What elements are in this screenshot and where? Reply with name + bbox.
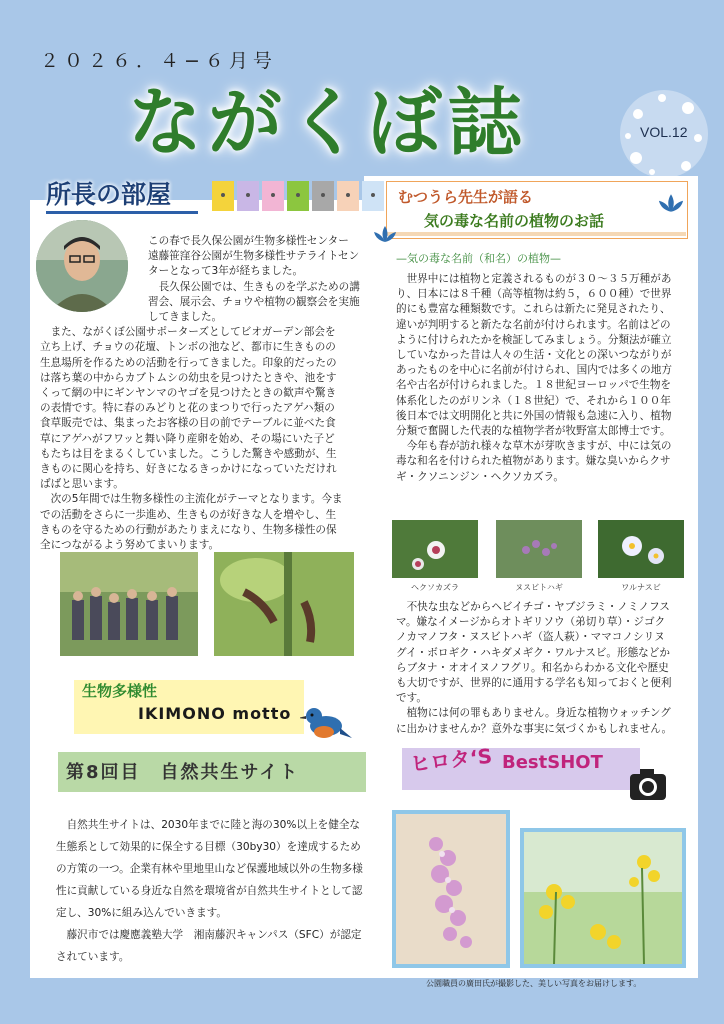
director-heading: 所長の部屋 [46, 175, 171, 211]
bestshot-photo-rapeseed [520, 828, 686, 968]
issue-date: ２０２６．４−６月号 [40, 50, 277, 72]
plant-photo-nusubitohagi [496, 520, 582, 578]
bestshot-label: BestSHOT [502, 752, 603, 773]
teacher-title-underline [386, 232, 686, 236]
plant-caption: ヘクソカズラ [411, 583, 459, 592]
plant-photo-warunasubi [598, 520, 684, 578]
photo-group-activity [60, 552, 198, 656]
lotus-icon [656, 192, 686, 214]
bestshot-photo-wisteria [392, 810, 510, 968]
teacher-subheading: —気の毒な名前（和名）の植物— [396, 252, 561, 265]
plant-photo-hekusokazura [392, 520, 478, 578]
site-body: 自然共生サイトは、2030年までに陸と海の30%以上を健全な 生態系として効果的に保全する目標（30by30）を達成するため の方策の一つ。企業有林や里地里山など保護地域以外の生物多様 性に貢献している身近な自然を環境省が自然共生サイトとして認 定し、30%に組み込んでいきます。 藤沢市では慶應義塾大学 湘南藤沢キャンパス（SFC）が認定 されています。 [56, 819, 363, 963]
teacher-subtitle: 気の毒な名前の植物のお話 [424, 212, 605, 230]
kingfisher-icon [300, 702, 352, 750]
biodiversity-subtitle: IKIMONO motto [138, 704, 292, 723]
volume-number: VOL.12 [640, 124, 688, 140]
camera-icon [628, 766, 668, 802]
bestshot-name: ヒロタ‘S [409, 743, 494, 777]
teacher-heading: むつうら先生が語る [398, 188, 534, 206]
plant-caption: ヌスビトハギ [515, 583, 563, 592]
newsletter-title: ながくぼ誌 [128, 80, 528, 166]
teacher-paragraph-2: 不快な虫などからヘビイチゴ・ヤブジラミ・ノミノフス マ。嫌なイメージからオトギリソウ（弟切り草）・ジゴク ノカマノフタ・ヌスビトハギ（盗人萩）・ママコノシリヌ グイ・ボロギク・ハキダメギク・ワルナスビ。形態などか らブタナ・オオイヌノフグリ。和名からわかる文化や歴史 も大切ですが、世界的に通用する学名も知っておくと便利 です。 植物には何の罪もありません。身近な植物ウォッチング に出かけませんか？意外な事実に気づくかもしれません。 [396, 601, 673, 735]
teacher-paragraph: 世界中には植物と定義されるものが３０〜３５万種があ り、日本には８千種（高等植物は約５，６００種）で世界 的にも豊富な種類数です。これらは新たに発見されたり、 違いが判明すると新たな名前が付けられます。名前はどの ように付けられたかを検証してみましょう。分類法が確立 していなかった昔は人々の生活・文化との深いつながりが あったものを中心に名前が付けられ、国内では多くの地方 名や古名が付けられました。１８世紀ヨーロッパで生物を 体系化したのがリンネ（１８世紀）で、それから１００年 後日本では文明開化と共に外国の情報も急速に入り、植物 分類で奮闘した代表的な植物学者が牧野富太郎博士です。 今年も春が訪れ様々な草木が芽吹きますが、中には気の 毒な和名を付けられた植物があります。嫌な臭いからクサ ギ・クソニンジン・ヘクソカズラ。 [396, 273, 672, 483]
biodiversity-title: 生物多様性 [82, 682, 158, 700]
director-paragraph: この春で長久保公園が生物多様性センター 遠藤笹窪谷公園が生物多様性サテライトセン ターとなって3年が経ちました。 長久保公園では、生きものを学ぶための講 習会、展示会、チョウや植物の観察会を実施 してきました。 また、ながくぼ公園サポーターズとしてビオガーデン部会を 立ち上げ、チョウの花壇、トンボの池など、都市に生きものの 生息場所を作るための活動を行ってきました。印象的だったの は落ち葉の中からカブトムシの幼虫を見つけたときや、池をす くって網の中にギンヤンマのヤゴを見つけたときの歓声や驚き の表情です。特に春のみどりと花のまつりで行ったアゲハ類の 食草販売では、集まったお客様の目の前でテーブルに並べた食 草にアゲハがフワッと舞い降り産卵を始め、その場にいた子ど もたちは目をまるくしていました。こうした驚きや感動が、生 きものに関心を持ち、好きになるきっかけになっていただけれ ばばと思います。 次の5年間では生物多様性の主流化がテーマとなります。今ま での活動をさらに一歩進め、生きものが好きな人を増やし、生 きものを守るための行動があたりまえになり、生物多様性の保 全につながるよう努めてまいります。 [40, 235, 360, 552]
bestshot-caption: 公園職員の廣田氏が撮影した、美しい写真をお届けします。 [426, 979, 642, 988]
photo-caterpillars [214, 552, 354, 656]
lotus-icon [372, 224, 398, 244]
color-swatches [212, 181, 387, 211]
plant-caption: ワルナスビ [621, 583, 661, 592]
site-banner-text: 第8回目 自然共生サイト [66, 762, 300, 783]
